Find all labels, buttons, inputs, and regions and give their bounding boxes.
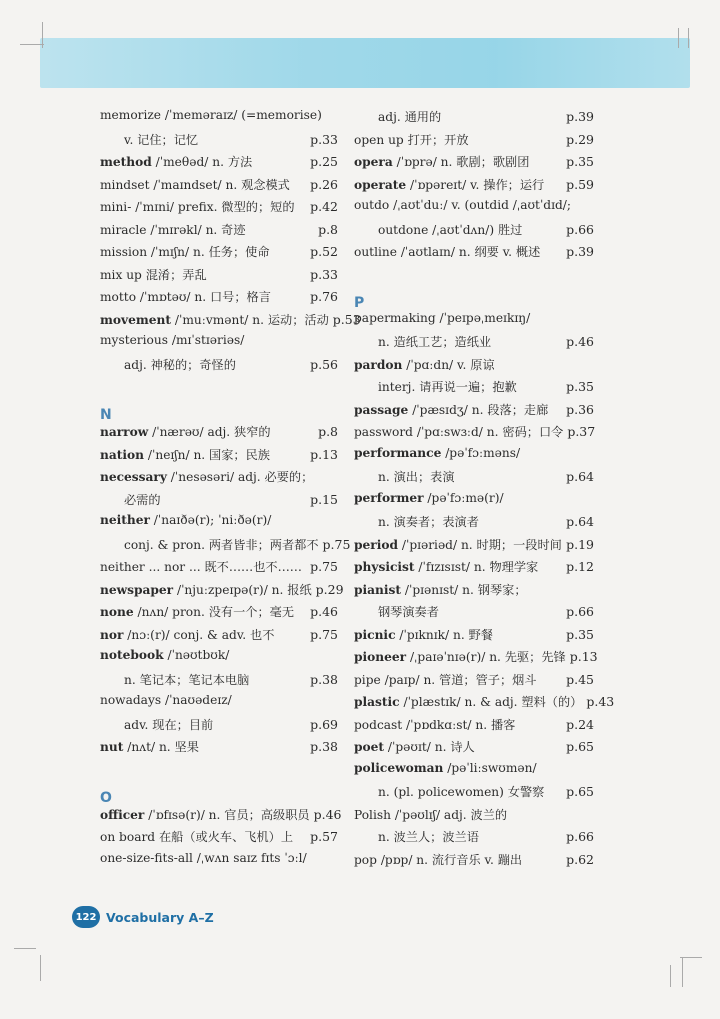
definition: open up 打开；开放 bbox=[354, 132, 469, 147]
page-reference: p.56 bbox=[310, 356, 338, 372]
vocab-entry bbox=[100, 716, 338, 739]
vocab-entry bbox=[354, 603, 594, 626]
definition: /ˈnəʊtbʊk/ bbox=[163, 648, 230, 662]
vocab-entry bbox=[354, 176, 594, 199]
headword: pioneer bbox=[354, 650, 407, 664]
page-reference: p.33 bbox=[310, 131, 338, 147]
vocab-entry bbox=[354, 356, 594, 379]
entry-text bbox=[354, 513, 479, 530]
headword: nut bbox=[100, 740, 124, 754]
definition: /ˈɒprə/ n. 歌剧；歌剧团 bbox=[392, 155, 530, 169]
page-reference: p.33 bbox=[310, 266, 338, 282]
definition: on board 在船（或火车、飞机）上 bbox=[100, 830, 294, 844]
vocab-entry bbox=[100, 693, 338, 716]
definition: /ˈnaɪðə(r); ˈniːðə(r)/ bbox=[149, 513, 272, 527]
entry-text bbox=[354, 401, 548, 418]
entry-text bbox=[354, 626, 493, 643]
entry-text bbox=[354, 243, 540, 260]
crop-mark-bottom-right-v bbox=[682, 957, 683, 987]
headword: plastic bbox=[354, 695, 400, 709]
entry-text bbox=[354, 378, 517, 395]
entry-text bbox=[354, 333, 491, 350]
definition: nowadays /ˈnaʊədeɪz/ bbox=[100, 693, 232, 707]
definition: /ˈplæstɪk/ n. & adj. 塑料（的） bbox=[399, 695, 583, 709]
page-reference: p.65 bbox=[566, 784, 594, 799]
page-footer bbox=[72, 906, 214, 928]
entry-text bbox=[354, 828, 479, 845]
vocab-entry bbox=[100, 311, 361, 334]
entry-text bbox=[354, 558, 538, 575]
vocab-entry bbox=[354, 423, 594, 446]
entry-text bbox=[100, 648, 229, 662]
vocab-entry bbox=[100, 131, 338, 154]
headword: opera bbox=[354, 155, 393, 169]
definition: /ˈnærəʊ/ adj. 狭窄的 bbox=[148, 425, 271, 439]
definition: /ˈpɪənɪst/ n. 钢琴家； bbox=[401, 582, 527, 597]
headword: policewoman bbox=[354, 760, 444, 775]
crop-mark-top-left-h bbox=[20, 44, 44, 45]
entry-text bbox=[354, 446, 520, 460]
page-reference: p.52 bbox=[310, 244, 338, 259]
entry-text bbox=[354, 738, 475, 755]
entry-text bbox=[100, 266, 207, 283]
entry-text bbox=[354, 603, 439, 620]
entry-text bbox=[100, 491, 161, 508]
entry-text bbox=[354, 851, 522, 868]
vocab-entry bbox=[354, 491, 594, 514]
vocab-entry bbox=[100, 468, 338, 491]
definition: adv. 现在；目前 bbox=[124, 717, 214, 732]
definition: /ˈpəʊɪt/ n. 诗人 bbox=[384, 740, 475, 754]
page-reference: p.66 bbox=[566, 829, 594, 844]
vocab-entry bbox=[100, 446, 338, 469]
entry-text bbox=[100, 243, 270, 260]
page-reference: p.42 bbox=[310, 199, 338, 214]
vocab-entry bbox=[100, 266, 338, 289]
vocab-entry bbox=[100, 356, 338, 379]
definition: /pəˈfɔːməns/ bbox=[441, 445, 521, 460]
entry-text bbox=[354, 423, 563, 440]
definition: n. (pl. policewomen) 女警察 bbox=[378, 785, 545, 799]
entry-text bbox=[100, 176, 290, 193]
crop-mark-top-right-v bbox=[678, 28, 679, 48]
page-reference: p.39 bbox=[566, 244, 594, 259]
headword: nor bbox=[100, 627, 124, 642]
entry-text bbox=[100, 446, 270, 463]
entry-text bbox=[100, 671, 249, 688]
definition: adj. 通用的 bbox=[378, 110, 442, 124]
vocab-entry bbox=[100, 626, 338, 649]
definition: outdo /ˌaʊtˈduː/ v. (outdid /ˌaʊtˈdɪd/; bbox=[354, 198, 572, 212]
vocab-entry bbox=[354, 738, 594, 761]
headword: poet bbox=[354, 740, 385, 754]
vocab-entry bbox=[100, 828, 338, 851]
headword: notebook bbox=[100, 648, 164, 662]
vocab-entry bbox=[354, 558, 594, 581]
page-reference: p.39 bbox=[566, 109, 594, 124]
entry-text bbox=[100, 468, 313, 485]
headword: necessary bbox=[100, 470, 167, 484]
headword: physicist bbox=[354, 560, 415, 574]
entry-text bbox=[354, 761, 537, 775]
definition: outline /ˈaʊtlaɪn/ n. 纲要 v. 概述 bbox=[354, 245, 541, 259]
entry-text bbox=[100, 626, 274, 643]
headword: operate bbox=[354, 177, 407, 192]
entry-text bbox=[100, 221, 246, 238]
header-banner bbox=[40, 38, 690, 88]
vocab-entry bbox=[100, 108, 338, 131]
entry-text bbox=[354, 311, 530, 325]
vocab-entry bbox=[100, 243, 338, 266]
left-column bbox=[100, 108, 361, 873]
page-reference: p.65 bbox=[566, 739, 594, 754]
page-reference: p.24 bbox=[566, 716, 594, 732]
definition: /ˈɒpəreɪt/ v. 操作；运行 bbox=[406, 177, 545, 192]
definition: conj. & pron. 两者皆非；两者都不 bbox=[124, 537, 319, 552]
page-reference: p.8 bbox=[318, 424, 338, 439]
vocab-entry bbox=[354, 131, 594, 154]
entry-text bbox=[354, 491, 504, 505]
entry-text bbox=[100, 108, 322, 122]
definition: n. 演奏者；表演者 bbox=[378, 515, 479, 529]
entry-text bbox=[100, 153, 252, 170]
definition: /ˈpæsɪdʒ/ n. 段落；走廊 bbox=[408, 402, 549, 417]
vocab-entry bbox=[100, 671, 338, 694]
crop-mark-top-right-v2 bbox=[688, 28, 689, 48]
vocab-entry bbox=[100, 806, 342, 829]
vocab-entry bbox=[100, 851, 338, 874]
crop-mark-bottom-left-h bbox=[14, 948, 36, 949]
definition: /ˈnjuːzpeɪpə(r)/ n. 报纸 bbox=[173, 582, 312, 597]
definition: /ˈpɑːdn/ v. 原谅 bbox=[402, 357, 495, 372]
page-reference: p.36 bbox=[566, 401, 594, 417]
page-reference: p.45 bbox=[566, 671, 594, 687]
vocab-entry bbox=[354, 221, 594, 244]
definition: /ˈmeθəd/ n. 方法 bbox=[151, 155, 253, 169]
definition: pop /pɒp/ n. 流行音乐 v. 蹦出 bbox=[354, 852, 523, 867]
headword: movement bbox=[100, 312, 172, 327]
entry-text bbox=[100, 716, 213, 733]
page-reference: p.19 bbox=[566, 536, 594, 552]
vocab-entry bbox=[354, 828, 594, 851]
definition: /ˌpaɪəˈnɪə(r)/ n. 先驱；先锋 bbox=[406, 650, 566, 664]
entry-text bbox=[354, 108, 441, 125]
entry-text bbox=[354, 581, 527, 598]
right-column bbox=[354, 108, 615, 873]
entry-text bbox=[100, 806, 310, 823]
vocab-entry bbox=[354, 693, 615, 716]
entry-text bbox=[100, 311, 329, 328]
definition: mix up 混淆；弄乱 bbox=[100, 267, 207, 282]
vocab-entry bbox=[354, 851, 594, 874]
headword: pianist bbox=[354, 582, 402, 597]
definition: /ˈfɪzɪsɪst/ n. 物理学家 bbox=[414, 560, 539, 574]
definition: memorize /ˈmeməraɪz/ (=memorise) bbox=[100, 108, 322, 122]
entry-text bbox=[354, 536, 562, 553]
page-reference: p.35 bbox=[566, 379, 594, 394]
page-reference: p.64 bbox=[566, 469, 594, 484]
crop-mark-top-left-v bbox=[42, 22, 43, 48]
section-letter: N bbox=[100, 407, 112, 423]
entry-text bbox=[100, 603, 294, 620]
page-reference: p.35 bbox=[566, 154, 594, 169]
vocab-entry bbox=[354, 626, 594, 649]
vocab-entry bbox=[100, 153, 338, 176]
entry-text bbox=[100, 198, 295, 215]
definition: /ˈɒfɪsə(r)/ n. 官员；高级职员 bbox=[144, 807, 310, 822]
definition: one-size-fits-all /ˌwʌn saɪz fɪts ˈɔːl/ bbox=[100, 850, 307, 865]
entry-text bbox=[354, 131, 469, 148]
definition: /nʌt/ n. 坚果 bbox=[123, 740, 199, 754]
vocab-entry bbox=[100, 221, 338, 244]
entry-text bbox=[100, 828, 293, 845]
page-reference: p.69 bbox=[310, 716, 338, 732]
entry-text bbox=[100, 693, 232, 707]
page-reference: p.35 bbox=[566, 626, 594, 642]
vocab-entry bbox=[354, 761, 594, 784]
vocab-entry bbox=[354, 198, 594, 221]
page-reference: p.76 bbox=[310, 289, 338, 304]
headword: picnic bbox=[354, 627, 396, 642]
page-reference: p.13 bbox=[310, 446, 338, 462]
vocab-entry bbox=[354, 468, 594, 491]
headword: period bbox=[354, 537, 398, 552]
definition: /ˈpɪəriəd/ n. 时期；一段时间 bbox=[397, 537, 562, 552]
vocab-entry bbox=[354, 513, 594, 536]
page-reference: p.57 bbox=[310, 829, 338, 844]
definition: papermaking /ˈpeɪpəˌmeɪkɪŋ/ bbox=[354, 310, 531, 325]
page-reference: p.62 bbox=[566, 851, 594, 867]
spacer bbox=[100, 378, 338, 401]
vocab-entry bbox=[354, 243, 594, 266]
vocab-entry bbox=[354, 311, 594, 334]
vocab-entry bbox=[100, 648, 338, 671]
page-reference: p.64 bbox=[566, 514, 594, 529]
headword: passage bbox=[354, 402, 409, 417]
definition: /nɔː(r)/ conj. & adv. 也不 bbox=[123, 627, 275, 642]
entry-text bbox=[354, 221, 522, 238]
vocab-entry bbox=[100, 738, 338, 761]
headword: method bbox=[100, 155, 152, 169]
vocab-entry bbox=[354, 806, 594, 829]
headword: neither bbox=[100, 513, 150, 527]
definition: /ˈpɪknɪk/ n. 野餐 bbox=[395, 627, 493, 642]
definition: mission /ˈmɪʃn/ n. 任务；使命 bbox=[100, 245, 270, 259]
page-reference: p.38 bbox=[310, 671, 338, 687]
entry-text bbox=[100, 423, 271, 440]
definition: password /ˈpɑːswɜːd/ n. 密码；口令 bbox=[354, 425, 564, 439]
page-reference: p.13 bbox=[569, 649, 598, 664]
page-reference: p.66 bbox=[566, 221, 594, 237]
entry-text bbox=[100, 581, 312, 598]
vocab-entry bbox=[100, 198, 338, 221]
page-reference: p.15 bbox=[310, 491, 338, 507]
vocab-entry bbox=[100, 581, 344, 604]
definition: mysterious /mɪˈstɪəriəs/ bbox=[100, 333, 245, 347]
page-reference: p.38 bbox=[310, 739, 338, 754]
entry-text bbox=[100, 513, 271, 527]
page-reference: p.8 bbox=[318, 221, 338, 237]
page-reference: p.29 bbox=[566, 131, 594, 147]
vocab-entry bbox=[354, 536, 594, 559]
entry-text bbox=[354, 671, 537, 688]
page-reference: p.59 bbox=[566, 176, 594, 192]
footer-title: Vocabulary A–Z bbox=[106, 909, 214, 925]
vocab-entry bbox=[354, 648, 598, 671]
page-reference: p.66 bbox=[566, 604, 594, 619]
definition: n. 演出；表演 bbox=[378, 470, 455, 484]
entry-text bbox=[100, 536, 319, 553]
page-reference: p.75 bbox=[310, 559, 338, 574]
vocab-entry bbox=[354, 671, 594, 694]
vocab-entry bbox=[354, 581, 594, 604]
vocab-entry bbox=[354, 401, 594, 424]
vocab-entry bbox=[354, 153, 594, 176]
page-reference: p.46 bbox=[566, 334, 594, 349]
vocab-entry bbox=[100, 513, 338, 536]
entry-text bbox=[354, 716, 515, 733]
entry-text bbox=[100, 288, 271, 305]
definition: /ˈneɪʃn/ n. 国家；民族 bbox=[144, 447, 270, 462]
section-letter: P bbox=[354, 294, 365, 311]
vocab-entry bbox=[100, 176, 338, 199]
entry-text bbox=[100, 131, 198, 148]
definition: n. 笔记本；笔记本电脑 bbox=[124, 672, 250, 687]
page-reference: p.25 bbox=[310, 154, 338, 169]
spacer bbox=[100, 761, 338, 784]
spacer bbox=[354, 266, 594, 289]
vocab-entry bbox=[100, 603, 338, 626]
definition: /ˈnesəsəri/ adj. 必要的； bbox=[166, 470, 314, 484]
entry-text bbox=[100, 738, 199, 755]
entry-text bbox=[100, 851, 307, 865]
crop-mark-bottom-right-v2 bbox=[670, 965, 671, 987]
headword: performer bbox=[354, 490, 424, 505]
definition: pipe /paɪp/ n. 管道；管子；烟斗 bbox=[354, 672, 537, 687]
headword: pardon bbox=[354, 357, 403, 372]
page-reference: p.43 bbox=[586, 694, 615, 709]
definition: outdone /ˌaʊtˈdʌn/) 胜过 bbox=[378, 222, 523, 237]
vocab-entry bbox=[100, 558, 338, 581]
vocab-entry bbox=[100, 288, 338, 311]
headword: officer bbox=[100, 807, 145, 822]
page-reference: p.75 bbox=[310, 626, 338, 642]
headword: narrow bbox=[100, 425, 149, 439]
vocab-entry bbox=[354, 446, 594, 469]
vocab-entry bbox=[100, 536, 351, 559]
page-reference: p.46 bbox=[310, 604, 338, 619]
definition: v. 记住；记忆 bbox=[124, 132, 199, 147]
crop-mark-bottom-left-v bbox=[40, 955, 41, 981]
definition: motto /ˈmɒtəʊ/ n. 口号；格言 bbox=[100, 290, 271, 304]
definition: adj. 神秘的；奇怪的 bbox=[124, 357, 236, 372]
vocab-entry bbox=[354, 333, 594, 356]
entry-text bbox=[354, 198, 571, 212]
entry-text bbox=[354, 153, 529, 170]
entry-text bbox=[354, 783, 544, 800]
entry-text bbox=[354, 693, 582, 710]
definition: podcast /ˈpɒdkɑːst/ n. 播客 bbox=[354, 717, 516, 732]
page-reference: p.46 bbox=[313, 806, 342, 822]
entry-text bbox=[100, 333, 244, 347]
headword: performance bbox=[354, 445, 442, 460]
page-reference: p.26 bbox=[310, 176, 338, 192]
headword: nation bbox=[100, 447, 145, 462]
page-reference: p.37 bbox=[567, 424, 596, 439]
entry-text bbox=[100, 558, 302, 575]
headword: none bbox=[100, 605, 134, 619]
definition: Polish /ˈpəʊlɪʃ/ adj. 波兰的 bbox=[354, 807, 508, 822]
page-reference: p.29 bbox=[315, 581, 344, 597]
section-letter: O bbox=[100, 789, 112, 806]
definition: neither ... nor ... 既不……也不…… bbox=[100, 560, 302, 574]
definition: /nʌn/ pron. 没有一个；毫无 bbox=[133, 605, 295, 619]
entry-text bbox=[354, 806, 507, 823]
definition: mini- /ˈmɪni/ prefix. 微型的；短的 bbox=[100, 200, 295, 214]
definition: n. 造纸工艺；造纸业 bbox=[378, 335, 492, 349]
definition: /ˈmuːvmənt/ n. 运动；活动 bbox=[171, 312, 329, 327]
definition: n. 波兰人；波兰语 bbox=[378, 830, 479, 844]
definition: interj. 请再说一遍；抱歉 bbox=[378, 380, 517, 394]
vocab-entry bbox=[354, 783, 594, 806]
page-reference: p.75 bbox=[322, 536, 351, 552]
definition: /pəˈliːswʊmən/ bbox=[443, 760, 537, 775]
entry-text bbox=[354, 648, 566, 665]
vocab-entry bbox=[354, 108, 594, 131]
definition: 必需的 bbox=[124, 492, 161, 507]
definition: miracle /ˈmɪrəkl/ n. 奇迹 bbox=[100, 222, 246, 237]
vocab-entry bbox=[100, 491, 338, 514]
definition: 钢琴演奏者 bbox=[378, 605, 439, 619]
vocab-entry bbox=[354, 716, 594, 739]
entry-text bbox=[354, 468, 455, 485]
headword: newspaper bbox=[100, 582, 174, 597]
entry-text bbox=[354, 356, 495, 373]
page-number-badge: 122 bbox=[72, 906, 100, 928]
vocab-entry bbox=[100, 423, 338, 446]
vocab-entry bbox=[100, 333, 338, 356]
entry-text bbox=[100, 356, 236, 373]
page-reference: p.53 bbox=[332, 311, 361, 327]
crop-mark-bottom-right-h bbox=[680, 957, 702, 958]
definition: mindset /ˈmaɪndset/ n. 观念模式 bbox=[100, 177, 290, 192]
vocab-entry bbox=[354, 378, 594, 401]
definition: /pəˈfɔːmə(r)/ bbox=[423, 490, 504, 505]
page-reference: p.12 bbox=[566, 559, 594, 574]
entry-text bbox=[354, 176, 544, 193]
